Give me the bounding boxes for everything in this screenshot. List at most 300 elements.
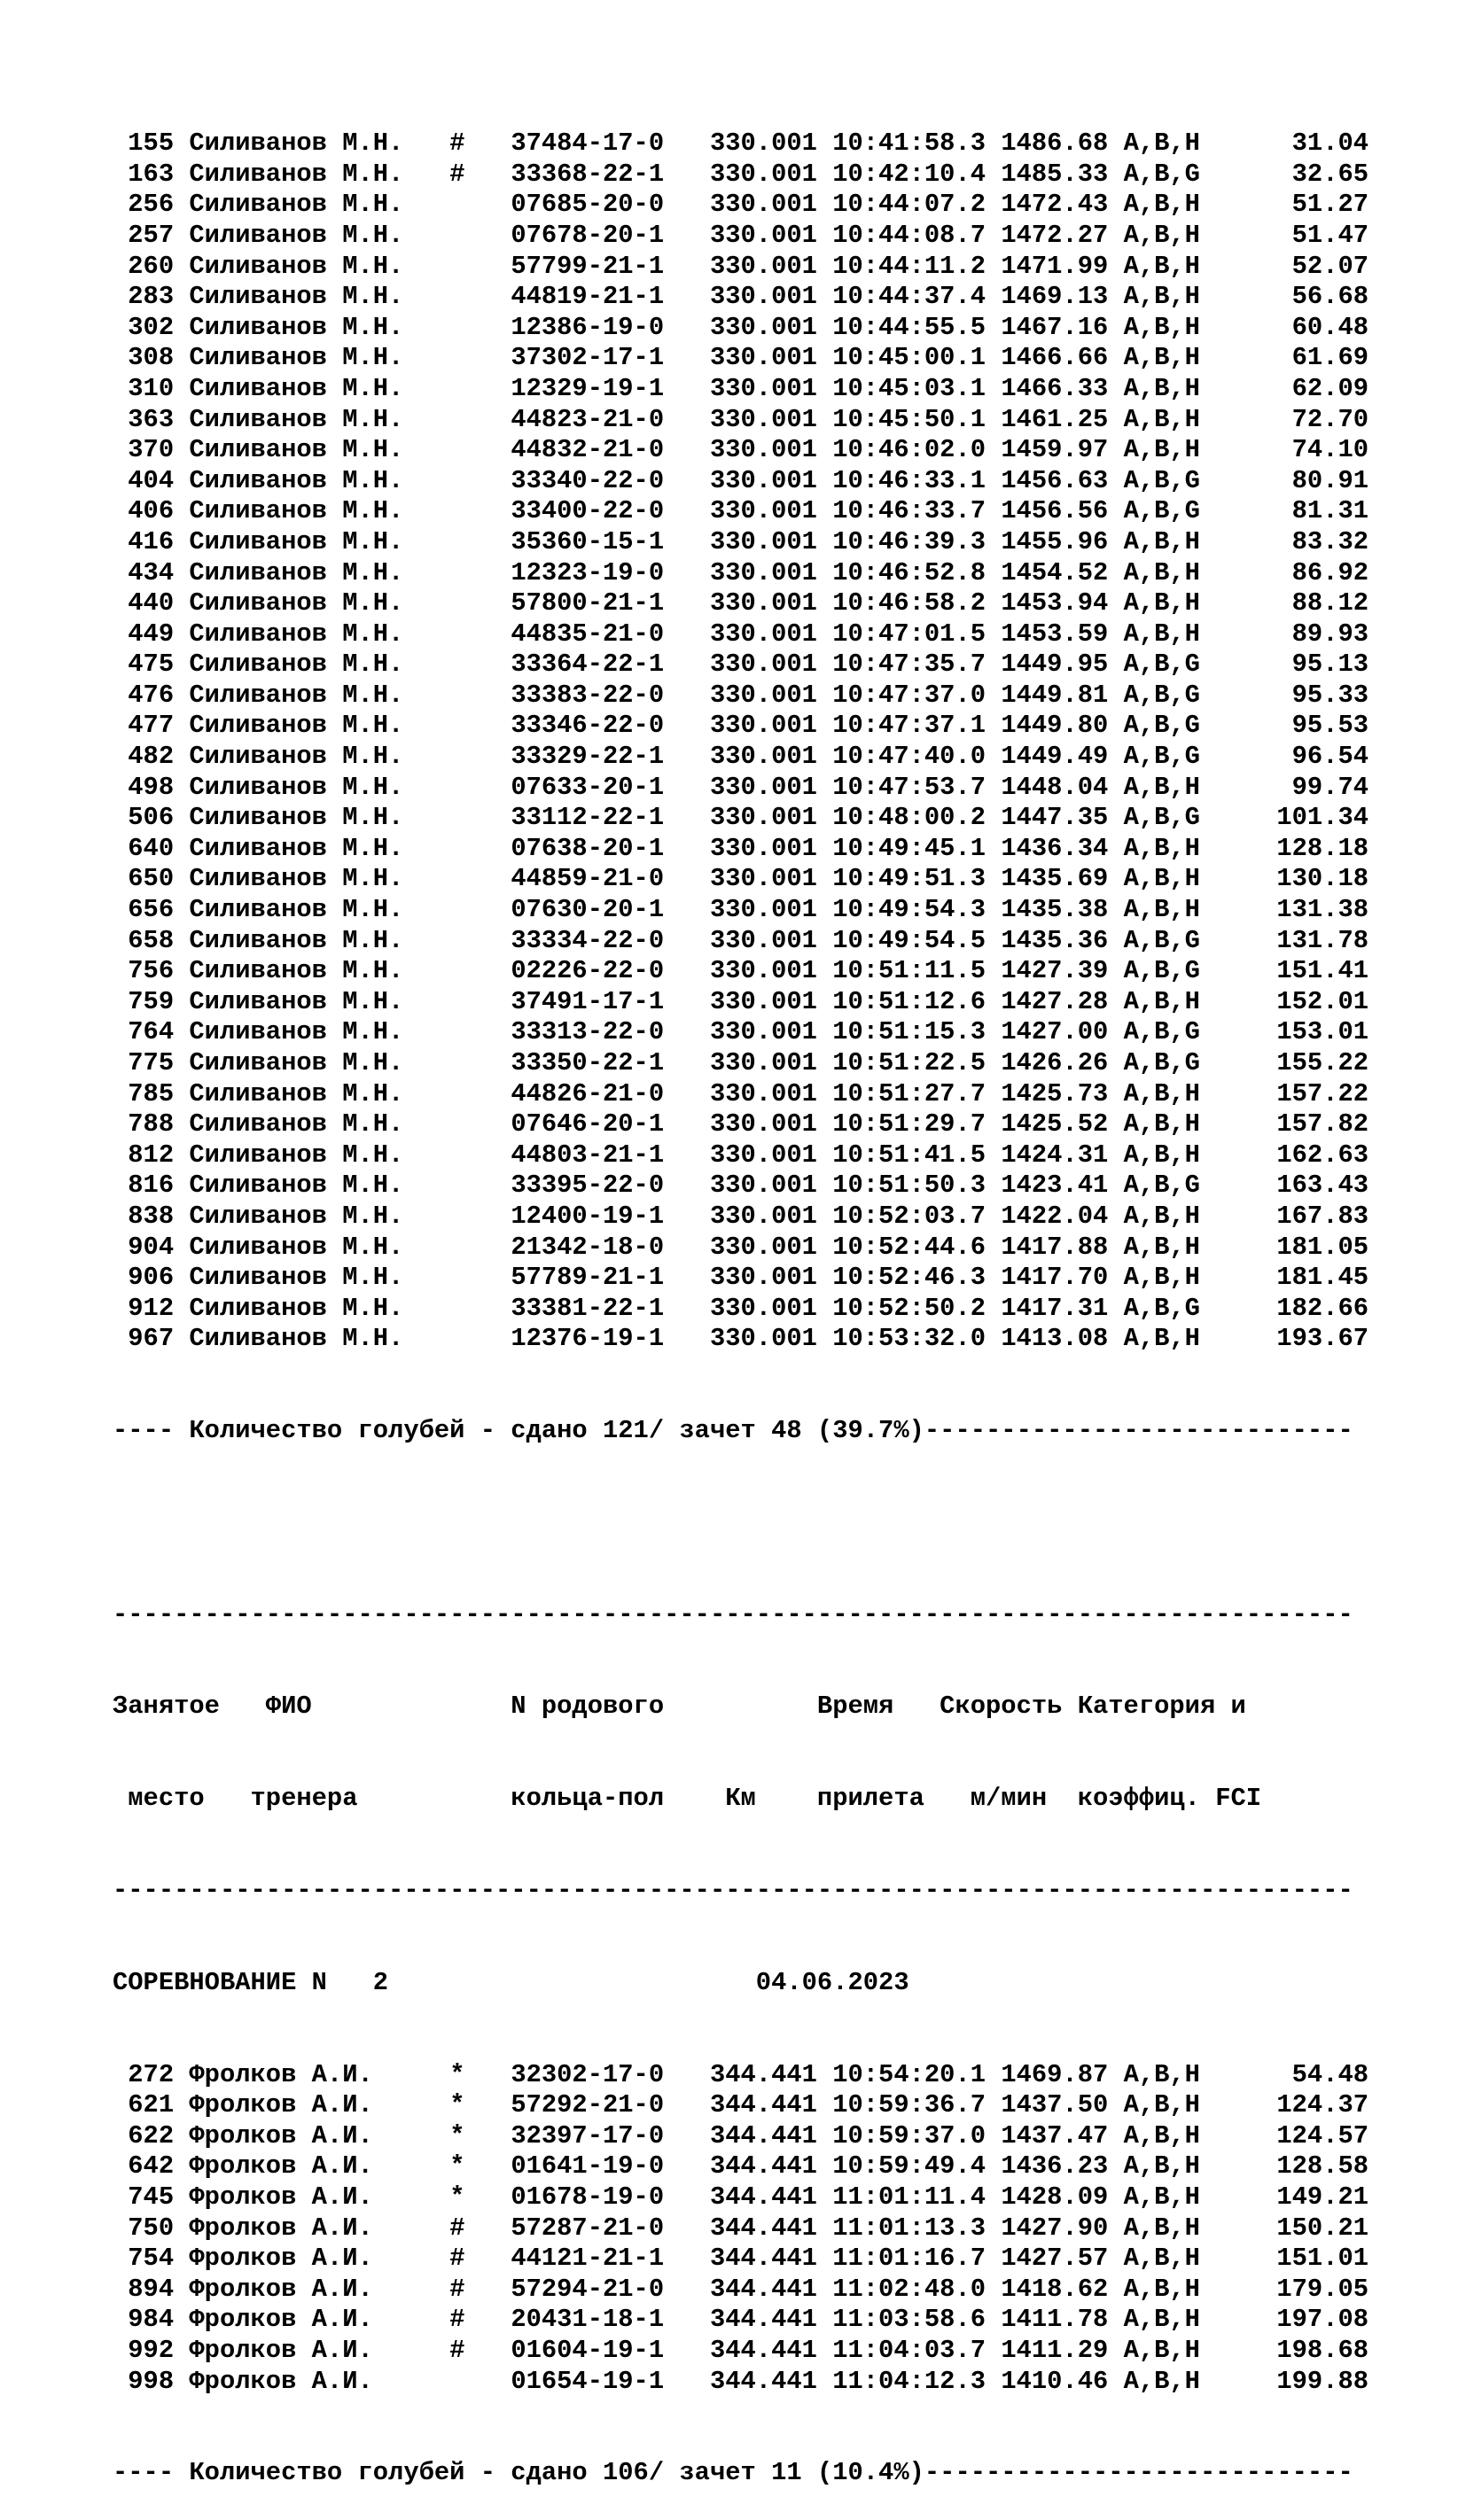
cell-ring: 21342-18-0	[511, 1232, 710, 1262]
cell-ring: 33368-22-1	[511, 159, 710, 189]
table-row	[113, 2275, 1451, 2306]
cell-cat: A,B,H	[1123, 833, 1216, 863]
cell-mark	[449, 864, 511, 893]
cell-ring: 01654-19-1	[511, 2366, 710, 2396]
cell-cat: A,B,H	[1123, 772, 1216, 802]
cell-cat: A,B,G	[1123, 803, 1216, 833]
cell-ring: 35360-15-1	[511, 526, 710, 556]
table-row	[113, 466, 1451, 497]
cell-cat: A,B,H	[1123, 435, 1216, 465]
cell-cat: A,B,H	[1123, 618, 1216, 649]
cell-time: 10:44:11.2	[832, 251, 1002, 281]
cell-km: 330.001	[709, 343, 833, 373]
cell-coef: 89.93	[1215, 618, 1369, 649]
cell-speed: 1449.81	[1001, 680, 1124, 710]
cell-time: 11:02:48.0	[832, 2274, 1002, 2304]
cell-coef: 182.66	[1215, 1293, 1369, 1323]
cell-cat: A,B,H	[1123, 526, 1216, 556]
table-row	[113, 2305, 1451, 2336]
cell-ring: 33395-22-0	[511, 1171, 710, 1201]
cell-time: 10:47:35.7	[832, 649, 1002, 680]
cell-place: 449	[113, 618, 190, 649]
cell-coef: 149.21	[1215, 2182, 1369, 2212]
cell-name: Фролков А.И.	[189, 2182, 450, 2212]
cell-mark	[449, 527, 511, 556]
table-row	[113, 1079, 1451, 1110]
cell-time: 10:47:37.1	[832, 711, 1002, 741]
cell-mark	[449, 987, 511, 1016]
table-row	[113, 2336, 1451, 2367]
cell-mark: *	[449, 2059, 511, 2089]
cell-name: Силиванов М.Н.	[189, 526, 450, 556]
cell-ring: 33350-22-1	[511, 1048, 710, 1077]
cell-name: Силиванов М.Н.	[189, 956, 450, 986]
cell-name: Силиванов М.Н.	[189, 588, 450, 618]
cell-time: 10:44:07.2	[832, 190, 1002, 220]
cell-place: 308	[113, 343, 190, 373]
cell-name: Фролков А.И.	[189, 2059, 450, 2089]
cell-ring: 44823-21-0	[511, 404, 710, 434]
cell-name: Силиванов М.Н.	[189, 465, 450, 495]
table-row	[113, 1140, 1451, 1171]
cell-mark	[449, 466, 511, 495]
cell-name: Фролков А.И.	[189, 2366, 450, 2396]
cell-time: 10:59:36.7	[832, 2090, 1002, 2120]
cell-name: Силиванов М.Н.	[189, 343, 450, 373]
cell-speed: 1453.59	[1001, 618, 1124, 649]
cell-km: 330.001	[709, 465, 833, 495]
cell-mark: *	[449, 2090, 511, 2120]
cell-time: 10:52:03.7	[832, 1201, 1002, 1231]
cell-place: 785	[113, 1078, 190, 1108]
cell-coef: 99.74	[1215, 772, 1369, 802]
results-document	[113, 67, 1451, 2520]
table-row	[113, 527, 1451, 558]
cell-place: 498	[113, 772, 190, 802]
cell-name: Силиванов М.Н.	[189, 711, 450, 741]
cell-place: 363	[113, 404, 190, 434]
cell-km: 330.001	[709, 895, 833, 925]
cell-name: Силиванов М.Н.	[189, 1232, 450, 1262]
cell-cat: A,B,H	[1123, 1109, 1216, 1139]
cell-mark	[449, 1079, 511, 1108]
cell-ring: 44826-21-0	[511, 1078, 710, 1108]
cell-name: Силиванов М.Н.	[189, 895, 450, 925]
cell-place: 775	[113, 1048, 190, 1077]
cell-cat: A,B,G	[1123, 711, 1216, 741]
cell-speed: 1427.00	[1001, 1017, 1124, 1047]
cell-mark: *	[449, 2151, 511, 2182]
cell-place: 642	[113, 2151, 190, 2182]
cell-cat: A,B,H	[1123, 282, 1216, 312]
cell-time: 10:45:00.1	[832, 343, 1002, 373]
cell-coef: 152.01	[1215, 986, 1369, 1016]
cell-place: 750	[113, 2213, 190, 2243]
cell-speed: 1455.96	[1001, 526, 1124, 556]
table-row	[113, 1017, 1451, 1048]
section-2-rows	[113, 2060, 1451, 2398]
cell-place: 656	[113, 895, 190, 925]
cell-km: 344.441	[709, 2274, 833, 2304]
cell-cat: A,B,H	[1123, 557, 1216, 587]
cell-time: 10:51:11.5	[832, 956, 1002, 986]
cell-mark	[449, 558, 511, 587]
cell-cat: A,B,H	[1123, 373, 1216, 403]
cell-place: 370	[113, 435, 190, 465]
cell-time: 10:59:37.0	[832, 2120, 1002, 2151]
cell-name: Силиванов М.Н.	[189, 864, 450, 894]
cell-coef: 72.70	[1215, 404, 1369, 434]
cell-mark	[449, 1017, 511, 1046]
table-row	[113, 435, 1451, 466]
cell-place: 894	[113, 2274, 190, 2304]
cell-km: 330.001	[709, 1263, 833, 1293]
cell-mark	[449, 1233, 511, 1262]
cell-name: Фролков А.И.	[189, 2151, 450, 2182]
cell-name: Силиванов М.Н.	[189, 1324, 450, 1354]
cell-mark	[449, 742, 511, 771]
cell-speed: 1466.33	[1001, 373, 1124, 403]
cell-coef: 60.48	[1215, 312, 1369, 342]
cell-name: Силиванов М.Н.	[189, 742, 450, 772]
cell-mark	[449, 649, 511, 679]
cell-name: Силиванов М.Н.	[189, 925, 450, 955]
cell-ring: 07646-20-1	[511, 1109, 710, 1139]
cell-ring: 44859-21-0	[511, 864, 710, 894]
cell-km: 344.441	[709, 2335, 833, 2365]
cell-cat: A,B,H	[1123, 2274, 1216, 2304]
cell-name: Силиванов М.Н.	[189, 435, 450, 465]
cell-km: 344.441	[709, 2213, 833, 2243]
cell-coef: 51.47	[1215, 220, 1369, 250]
cell-time: 10:45:50.1	[832, 404, 1002, 434]
table-row	[113, 926, 1451, 957]
cell-km: 330.001	[709, 373, 833, 403]
cell-name: Силиванов М.Н.	[189, 1017, 450, 1047]
cell-km: 330.001	[709, 956, 833, 986]
cell-place: 838	[113, 1201, 190, 1231]
cell-ring: 44835-21-0	[511, 618, 710, 649]
table-row	[113, 190, 1451, 221]
cell-speed: 1435.38	[1001, 895, 1124, 925]
cell-km: 330.001	[709, 435, 833, 465]
cell-mark	[449, 1109, 511, 1139]
cell-place: 812	[113, 1139, 190, 1170]
cell-name: Фролков А.И.	[189, 2274, 450, 2304]
cell-mark: #	[449, 2335, 511, 2365]
cell-cat: A,B,G	[1123, 1048, 1216, 1077]
cell-time: 11:01:16.7	[832, 2244, 1002, 2274]
cell-cat: A,B,H	[1123, 986, 1216, 1016]
cell-name: Силиванов М.Н.	[189, 496, 450, 526]
table-row	[113, 2121, 1451, 2152]
cell-place: 155	[113, 128, 190, 159]
cell-mark	[449, 619, 511, 649]
cell-mark	[449, 773, 511, 802]
cell-coef: 128.58	[1215, 2151, 1369, 2182]
cell-speed: 1427.28	[1001, 986, 1124, 1016]
cell-km: 330.001	[709, 1171, 833, 1201]
cell-coef: 56.68	[1215, 282, 1369, 312]
table-row	[113, 558, 1451, 589]
cell-km: 330.001	[709, 588, 833, 618]
cell-km: 330.001	[709, 128, 833, 159]
cell-time: 10:46:02.0	[832, 435, 1002, 465]
cell-coef: 197.08	[1215, 2305, 1369, 2335]
cell-time: 11:04:12.3	[832, 2366, 1002, 2396]
cell-cat: A,B,G	[1123, 925, 1216, 955]
cell-cat: A,B,H	[1123, 2120, 1216, 2151]
cell-speed: 1472.43	[1001, 190, 1124, 220]
cell-cat: A,B,H	[1123, 2090, 1216, 2120]
cell-name: Фролков А.И.	[189, 2305, 450, 2335]
cell-place: 984	[113, 2305, 190, 2335]
cell-mark: #	[449, 2305, 511, 2335]
cell-time: 11:01:11.4	[832, 2182, 1002, 2212]
table-row	[113, 588, 1451, 619]
cell-cat: A,B,H	[1123, 1201, 1216, 1231]
cell-place: 759	[113, 986, 190, 1016]
cell-place: 302	[113, 312, 190, 342]
cell-km: 330.001	[709, 404, 833, 434]
cell-km: 330.001	[709, 618, 833, 649]
cell-time: 10:51:29.7	[832, 1109, 1002, 1139]
cell-time: 10:44:08.7	[832, 220, 1002, 250]
cell-mark	[449, 343, 511, 372]
cell-km: 344.441	[709, 2305, 833, 2335]
cell-name: Фролков А.И.	[189, 2244, 450, 2274]
cell-coef: 162.63	[1215, 1139, 1369, 1170]
cell-cat: A,B,H	[1123, 588, 1216, 618]
cell-speed: 1417.88	[1001, 1232, 1124, 1262]
cell-speed: 1425.73	[1001, 1078, 1124, 1108]
cell-time: 10:41:58.3	[832, 128, 1002, 159]
cell-mark	[449, 834, 511, 863]
cell-cat: A,B,G	[1123, 465, 1216, 495]
cell-name: Силиванов М.Н.	[189, 220, 450, 250]
section-1-rows	[113, 128, 1451, 1355]
cell-place: 967	[113, 1324, 190, 1354]
cell-ring: 33383-22-0	[511, 680, 710, 710]
cell-km: 330.001	[709, 1293, 833, 1323]
cell-place: 404	[113, 465, 190, 495]
cell-coef: 95.33	[1215, 680, 1369, 710]
cell-speed: 1486.68	[1001, 128, 1124, 159]
cell-time: 10:53:32.0	[832, 1324, 1002, 1354]
cell-coef: 61.69	[1215, 343, 1369, 373]
cell-cat: A,B,G	[1123, 649, 1216, 680]
cell-place: 260	[113, 251, 190, 281]
cell-mark	[449, 711, 511, 740]
table-row	[113, 496, 1451, 527]
cell-mark	[449, 1048, 511, 1077]
table-row	[113, 619, 1451, 650]
cell-coef: 124.57	[1215, 2120, 1369, 2151]
cell-speed: 1435.69	[1001, 864, 1124, 894]
cell-ring: 32397-17-0	[511, 2120, 710, 2151]
table-row	[113, 742, 1451, 773]
cell-coef: 51.27	[1215, 190, 1369, 220]
cell-cat: A,B,G	[1123, 742, 1216, 772]
cell-km: 330.001	[709, 1017, 833, 1047]
cell-cat: A,B,H	[1123, 312, 1216, 342]
cell-place: 622	[113, 2120, 190, 2151]
table-row	[113, 159, 1451, 191]
cell-time: 10:47:53.7	[832, 772, 1002, 802]
cell-coef: 155.22	[1215, 1048, 1369, 1077]
cell-speed: 1456.56	[1001, 496, 1124, 526]
cell-ring: 44121-21-1	[511, 2244, 710, 2274]
cell-mark: #	[449, 2274, 511, 2304]
cell-time: 10:44:55.5	[832, 312, 1002, 342]
cell-cat: A,B,G	[1123, 1293, 1216, 1323]
cell-ring: 33400-22-0	[511, 496, 710, 526]
cell-coef: 193.67	[1215, 1324, 1369, 1354]
cell-km: 344.441	[709, 2366, 833, 2396]
cell-km: 330.001	[709, 1139, 833, 1170]
cell-time: 10:49:45.1	[832, 833, 1002, 863]
cell-ring: 20431-18-1	[511, 2305, 710, 2335]
cell-ring: 33334-22-0	[511, 925, 710, 955]
cell-speed: 1427.39	[1001, 956, 1124, 986]
cell-speed: 1410.46	[1001, 2366, 1124, 2396]
cell-cat: A,B,H	[1123, 190, 1216, 220]
cell-coef: 167.83	[1215, 1201, 1369, 1231]
cell-km: 344.441	[709, 2090, 833, 2120]
cell-km: 330.001	[709, 496, 833, 526]
cell-place: 764	[113, 1017, 190, 1047]
cell-ring: 07638-20-1	[511, 833, 710, 863]
cell-cat: A,B,H	[1123, 1232, 1216, 1262]
cell-km: 344.441	[709, 2120, 833, 2151]
cell-time: 10:49:54.5	[832, 925, 1002, 955]
cell-place: 475	[113, 649, 190, 680]
cell-name: Фролков А.И.	[189, 2335, 450, 2365]
cell-name: Силиванов М.Н.	[189, 159, 450, 189]
cell-speed: 1427.90	[1001, 2213, 1124, 2243]
cell-km: 330.001	[709, 312, 833, 342]
cell-cat: A,B,G	[1123, 159, 1216, 189]
cell-speed: 1426.26	[1001, 1048, 1124, 1077]
cell-speed: 1436.34	[1001, 833, 1124, 863]
section-1-summary: ---- Количество голубей - сдано 121/ зачет 48 (39.7%)----------------------------	[113, 1416, 1353, 1446]
cell-name: Силиванов М.Н.	[189, 404, 450, 434]
cell-place: 906	[113, 1263, 190, 1293]
cell-km: 330.001	[709, 986, 833, 1016]
cell-cat: A,B,H	[1123, 1324, 1216, 1354]
cell-place: 904	[113, 1232, 190, 1262]
cell-km: 330.001	[709, 680, 833, 710]
cell-speed: 1418.62	[1001, 2274, 1124, 2304]
cell-km: 330.001	[709, 803, 833, 833]
cell-cat: A,B,H	[1123, 1263, 1216, 1293]
cell-coef: 95.53	[1215, 711, 1369, 741]
cell-time: 10:42:10.4	[832, 159, 1002, 189]
cell-speed: 1413.08	[1001, 1324, 1124, 1354]
cell-mark: #	[449, 128, 511, 159]
cell-mark	[449, 282, 511, 311]
cell-speed: 1417.70	[1001, 1263, 1124, 1293]
table-row	[113, 864, 1451, 895]
cell-ring: 33329-22-1	[511, 742, 710, 772]
cell-mark	[449, 2367, 511, 2396]
cell-ring: 57292-21-0	[511, 2090, 710, 2120]
table-row	[113, 773, 1451, 804]
cell-km: 330.001	[709, 526, 833, 556]
cell-time: 10:51:27.7	[832, 1078, 1002, 1108]
cell-name: Силиванов М.Н.	[189, 128, 450, 159]
cell-speed: 1461.25	[1001, 404, 1124, 434]
cell-name: Силиванов М.Н.	[189, 986, 450, 1016]
cell-ring: 01678-19-0	[511, 2182, 710, 2212]
cell-time: 10:47:01.5	[832, 618, 1002, 649]
column-header-line-1: Занятое ФИО N родового Время Скорость Категория и	[113, 1692, 1246, 1722]
cell-name: Фролков А.И.	[189, 2090, 450, 2120]
cell-name: Силиванов М.Н.	[189, 1171, 450, 1201]
cell-place: 482	[113, 742, 190, 772]
cell-speed: 1435.36	[1001, 925, 1124, 955]
cell-ring: 33381-22-1	[511, 1293, 710, 1323]
cell-mark	[449, 313, 511, 342]
cell-name: Силиванов М.Н.	[189, 1139, 450, 1170]
cell-speed: 1448.04	[1001, 772, 1124, 802]
table-row	[113, 2244, 1451, 2275]
cell-mark	[449, 435, 511, 464]
cell-km: 330.001	[709, 833, 833, 863]
table-row	[113, 987, 1451, 1018]
table-row	[113, 834, 1451, 865]
cell-cat: A,B,H	[1123, 895, 1216, 925]
cell-place: 788	[113, 1109, 190, 1139]
cell-km: 330.001	[709, 649, 833, 680]
cell-place: 476	[113, 680, 190, 710]
cell-cat: A,B,H	[1123, 1139, 1216, 1170]
cell-cat: A,B,H	[1123, 2182, 1216, 2212]
cell-coef: 128.18	[1215, 833, 1369, 863]
cell-place: 745	[113, 2182, 190, 2212]
header-separator-top: ---------------------------------------------------------------------------------	[113, 1599, 1353, 1629]
cell-time: 10:46:52.8	[832, 557, 1002, 587]
cell-cat: A,B,G	[1123, 956, 1216, 986]
cell-time: 10:51:41.5	[832, 1139, 1002, 1170]
cell-cat: A,B,H	[1123, 2335, 1216, 2365]
cell-time: 10:54:20.1	[832, 2059, 1002, 2089]
table-row	[113, 956, 1451, 987]
cell-mark: *	[449, 2182, 511, 2212]
cell-coef: 31.04	[1215, 128, 1369, 159]
cell-ring: 12376-19-1	[511, 1324, 710, 1354]
cell-coef: 163.43	[1215, 1171, 1369, 1201]
cell-cat: A,B,H	[1123, 2213, 1216, 2243]
cell-time: 10:51:50.3	[832, 1171, 1002, 1201]
cell-time: 10:52:44.6	[832, 1232, 1002, 1262]
cell-mark	[449, 1263, 511, 1292]
cell-speed: 1417.31	[1001, 1293, 1124, 1323]
cell-km: 330.001	[709, 711, 833, 741]
cell-coef: 88.12	[1215, 588, 1369, 618]
table-row	[113, 1171, 1451, 1202]
competition-title: СОРЕВНОВАНИЕ N 2 04.06.2023	[113, 1967, 909, 1997]
cell-coef: 131.78	[1215, 925, 1369, 955]
table-row	[113, 1048, 1451, 1079]
cell-ring: 57789-21-1	[511, 1263, 710, 1293]
cell-time: 10:45:03.1	[832, 373, 1002, 403]
cell-place: 658	[113, 925, 190, 955]
cell-cat: A,B,H	[1123, 2059, 1216, 2089]
cell-name: Силиванов М.Н.	[189, 373, 450, 403]
cell-time: 10:47:37.0	[832, 680, 1002, 710]
table-row	[113, 1233, 1451, 1264]
